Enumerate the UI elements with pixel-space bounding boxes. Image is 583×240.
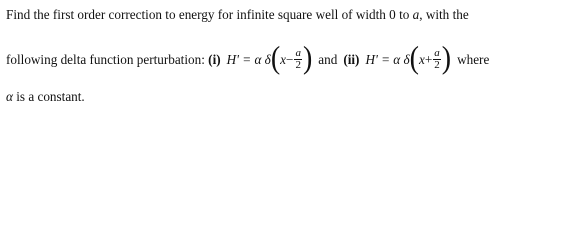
expr-i-lhs: H' = α δ [226, 52, 271, 68]
expr-i-x: x [280, 52, 286, 68]
expr-ii-fraction [433, 48, 441, 71]
width-variable: a [412, 7, 420, 22]
expr-ii-numerator: a [434, 46, 440, 59]
where-text: where [457, 52, 490, 68]
expr-i-numerator: a [295, 46, 301, 59]
line1-suffix: , with the [419, 7, 469, 22]
expr-i-close-paren: ) [302, 40, 313, 77]
line2-text-start: following delta function perturbation: [6, 52, 209, 68]
expr-i-fraction [294, 48, 302, 71]
expr-ii-denominator: 2 [434, 58, 440, 71]
expr-i-operator: − [286, 52, 294, 68]
and-text: and [318, 52, 338, 68]
expr-i-open-paren: ( [270, 40, 281, 77]
line3-text: is a constant. [12, 89, 85, 104]
expr-ii-lhs: H' = α δ [365, 52, 410, 68]
expr-ii-close-paren: ) [441, 40, 452, 77]
alpha-symbol: α [6, 89, 13, 104]
expr-ii-x: x [418, 52, 425, 68]
line1-prefix: Find the first order correction to energy for infinite square well of width 0 to [6, 7, 413, 22]
expr-ii-operator: + [424, 52, 433, 68]
problem-line-2 [6, 40, 490, 77]
expr-i-denominator: 2 [295, 58, 301, 71]
label-part-ii: (ii) [343, 52, 360, 68]
label-part-i: (i) [208, 52, 221, 68]
problem-line-3 [6, 89, 85, 105]
expr-ii-open-paren: ( [409, 40, 419, 77]
problem-line-1 [6, 7, 469, 23]
